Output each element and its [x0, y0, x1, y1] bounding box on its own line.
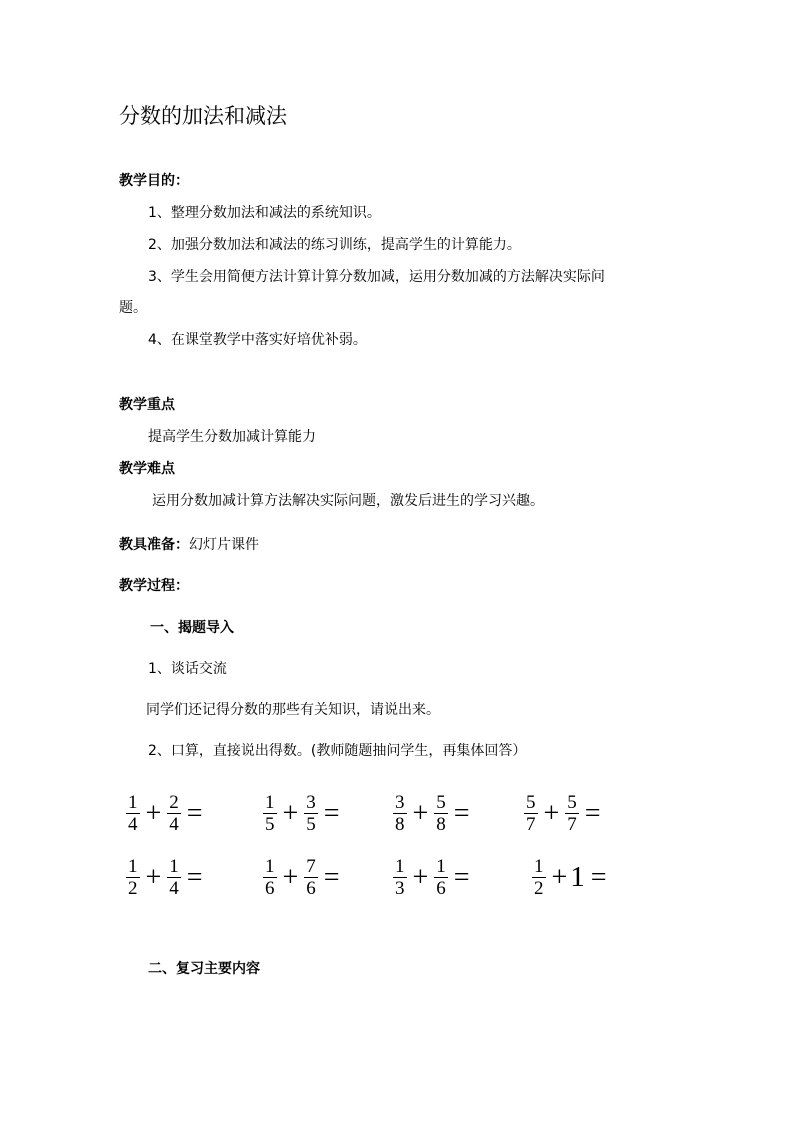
equals-sign: = [453, 797, 470, 829]
tools-text: 幻灯片课件 [189, 537, 259, 553]
plus-sign: + [543, 797, 560, 829]
plus-sign: + [282, 861, 299, 893]
fraction: $\frac{2}{4}$ [169, 792, 179, 835]
fraction: $\frac{1}{6}$ [436, 856, 446, 899]
tools-label: 教具准备： [119, 537, 189, 553]
plus-sign: + [412, 861, 429, 893]
exercise-expression [393, 857, 470, 898]
equals-sign: = [323, 797, 340, 829]
exercise-expression [126, 857, 203, 898]
exercise-expression [393, 793, 470, 834]
plus-sign: + [145, 861, 162, 893]
fraction: $\frac{1}{3}$ [395, 856, 405, 899]
difficulty-text: 运用分数加减计算方法解决实际问题，激发后进生的学习兴趣。 [152, 493, 544, 509]
fraction: $\frac{5}{7}$ [526, 792, 536, 835]
process-heading: 教学过程： [119, 578, 189, 594]
exercise-expression [263, 857, 340, 898]
fraction: $\frac{1}{2}$ [128, 856, 138, 899]
plus-sign: + [282, 797, 299, 829]
step-text: 同学们还记得分数的那些有关知识，请说出来。 [146, 702, 440, 718]
equals-sign: = [186, 797, 203, 829]
step-label: 2、口算，直接说出得数。(教师随题抽问学生，再集体回答） [148, 743, 527, 759]
key-point-text: 提高学生分数加减计算能力 [148, 429, 316, 445]
objective-item-continuation: 题。 [119, 300, 147, 316]
plus-sign: + [145, 797, 162, 829]
section-heading: 二、复习主要内容 [148, 961, 260, 977]
objective-item: 3、学生会用简便方法计算计算分数加减，运用分数加减的方法解决实际问 [148, 269, 605, 285]
objective-item: 4、在课堂教学中落实好培优补弱。 [148, 332, 367, 348]
fraction: $\frac{1}{4}$ [169, 856, 179, 899]
exercise-expression [524, 793, 601, 834]
section-heading: 一、揭题导入 [150, 620, 234, 636]
document-title: 分数的加法和减法 [119, 104, 287, 128]
fraction: $\frac{3}{8}$ [395, 792, 405, 835]
equals-sign: = [590, 861, 607, 893]
tools-line [119, 535, 259, 555]
key-point-heading: 教学重点 [119, 397, 175, 413]
fraction: $\frac{1}{5}$ [265, 792, 275, 835]
plus-sign: + [412, 797, 429, 829]
fraction: $\frac{1}{2}$ [534, 856, 544, 899]
equals-sign: = [323, 861, 340, 893]
equals-sign: = [584, 797, 601, 829]
difficulty-heading: 教学难点 [119, 461, 175, 477]
exercise-expression [126, 793, 203, 834]
fraction: $\frac{5}{7}$ [567, 792, 577, 835]
whole-number: 1 [570, 861, 585, 893]
exercise-expression [263, 793, 340, 834]
fraction: $\frac{1}{4}$ [128, 792, 138, 835]
equals-sign: = [453, 861, 470, 893]
fraction: $\frac{7}{6}$ [306, 856, 316, 899]
equals-sign: = [186, 861, 203, 893]
objective-item: 2、加强分数加法和减法的练习训练，提高学生的计算能力。 [148, 237, 521, 253]
fraction: $\frac{1}{6}$ [265, 856, 275, 899]
fraction: $\frac{3}{5}$ [306, 792, 316, 835]
step-label: 1、谈话交流 [148, 661, 227, 677]
fraction: $\frac{5}{8}$ [436, 792, 446, 835]
objectives-heading: 教学目的： [119, 173, 189, 189]
objective-item: 1、整理分数加法和减法的系统知识。 [148, 205, 381, 221]
plus-sign: + [551, 861, 568, 893]
exercise-expression [532, 857, 607, 898]
